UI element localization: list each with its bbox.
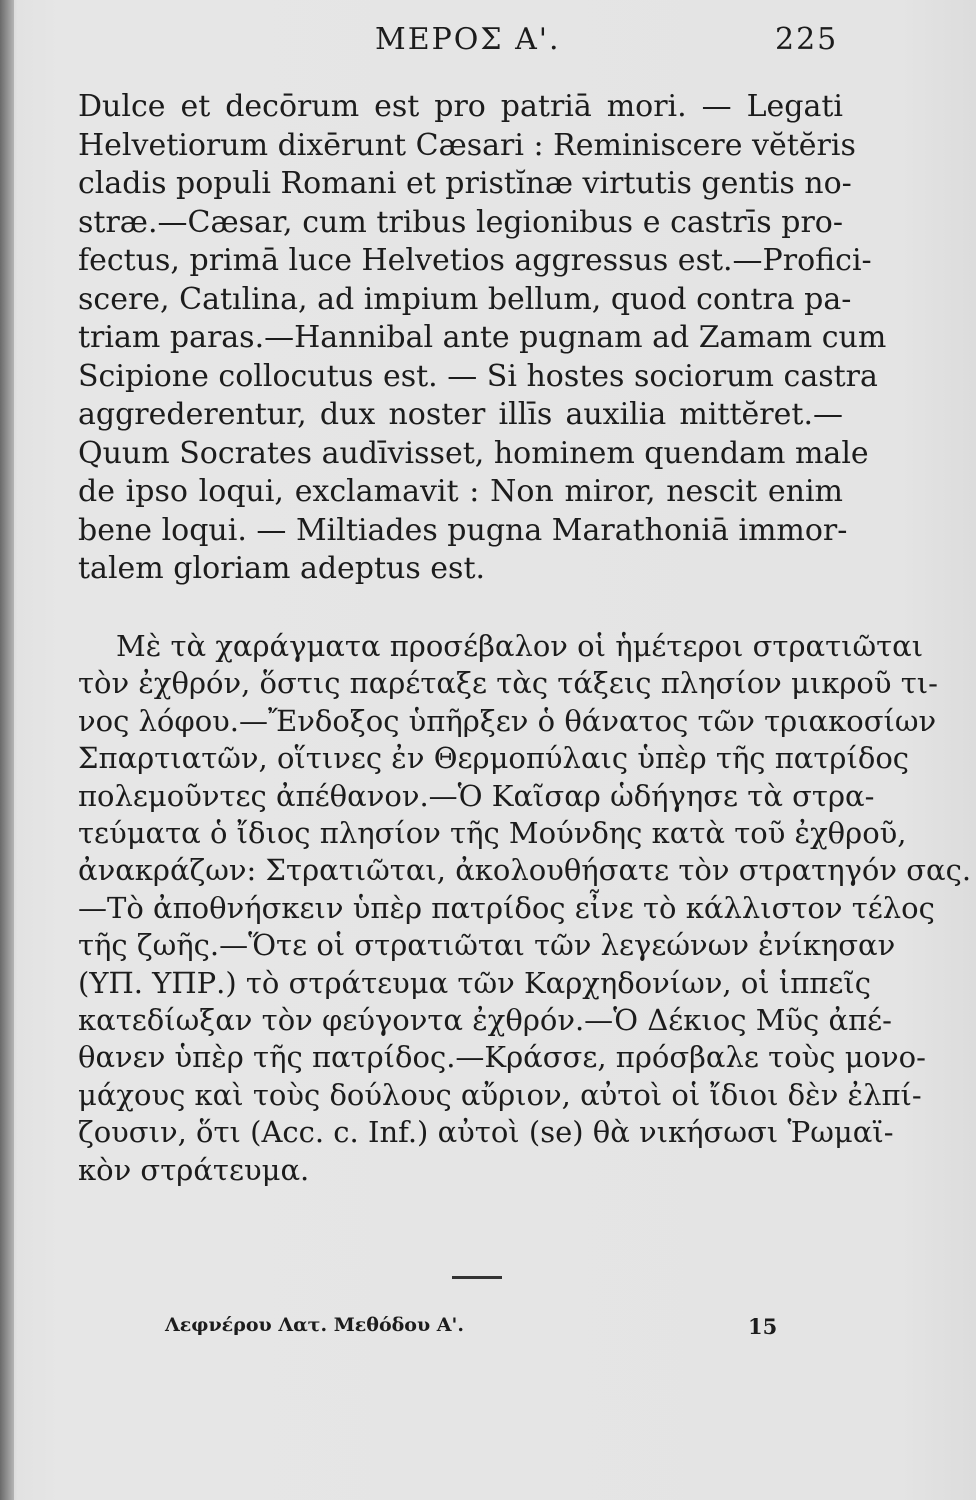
text-line: (ΥΠ. ΥΠΡ.) τὸ στράτευμα τῶν Καρχηδονίων, οἱ ἱππεῖς — [78, 965, 872, 1000]
text-line: de ipso loqui, exclamavit : Non miror, nescit enim — [78, 474, 843, 509]
text-line: bene loqui. — Miltiades pugna Marathoniā immor- — [78, 512, 848, 548]
text-line: Μὲ τὰ χαράγματα προσέβαλον οἱ ἡμέτεροι στρατιῶται — [116, 629, 924, 663]
text-line: triam paras.—Hannibal ante pugnam ad Zamam cum — [78, 320, 887, 355]
footer-book-title: Λεφνέρου Λατ. Μεθόδου Α'. — [165, 1314, 464, 1336]
text-line: —Τὸ ἀποθνήσκειν ὑπὲρ πατρίδος εἶνε τὸ κάλλιστον τέλος — [78, 890, 935, 925]
text-line: τὸν ἐχθρόν, ὅστις παρέταξε τὰς τάξεις πλησίον μικροῦ τι- — [78, 666, 938, 701]
text-line: Quum Socrates audīvisset, hominem quendam male — [78, 435, 869, 471]
text-line: τῆς ζωῆς.—Ὅτε οἱ στρατιῶται τῶν λεγεώνων ἐνίκησαν — [78, 928, 896, 963]
text-line: Scipione collocutus est. — Si hostes sociorum castra — [78, 358, 878, 394]
text-line: Σπαρτιατῶν, οἵτινες ἐν Θερμοπύλαις ὑπὲρ τῆς πατρίδος — [78, 741, 910, 776]
text-line: ζουσιν, ὅτι (Acc. c. Inf.) αὐτοὶ (se) θὰ νικήσωσι Ῥωμαϊ- — [78, 1115, 894, 1150]
text-line: νος λόφου.—Ἔνδοξος ὑπῆρξεν ὁ θάνατος τῶν τριακοσίων — [78, 703, 937, 738]
text-line: scere, Catılina, ad impium bellum, quod contra pa- — [78, 281, 852, 317]
footer-rule — [452, 1276, 502, 1279]
text-line: talem gloriam adeptus est. — [78, 551, 486, 586]
text-line: μάχους καὶ τοὺς δούλους αὔριον, αὐτοὶ οἱ ἴδιοι δὲν ἐλπί- — [78, 1077, 922, 1112]
signature-mark: 15 — [748, 1314, 778, 1339]
running-head — [0, 22, 976, 62]
latin-paragraph — [78, 88, 887, 589]
text-line: θανεν ὑπὲρ τῆς πατρίδος.—Κράσσε, πρόσβαλε τοὺς μονο- — [78, 1040, 926, 1075]
greek-paragraph — [78, 628, 972, 1189]
text-line: ἀνακράζων: Στρατιῶται, ἀκολουθήσατε τὸν στρατηγόν σας. — [78, 853, 972, 888]
text-line: aggrederentur, dux noster illīs auxilia mittĕret.— — [78, 397, 843, 432]
text-line: κατεδίωξαν τὸν φεύγοντα ἐχθρόν.—Ὁ Δέκιος Μῦς ἀπέ- — [78, 1003, 892, 1038]
text-line: Dulce et decōrum est pro patriā mori. — Legati — [78, 89, 843, 124]
text-line: fectus, primā luce Helvetios aggressus est.—Profici- — [78, 243, 872, 278]
page-number: 225 — [775, 22, 839, 57]
text-line: stræ.—Cæsar, cum tribus legionibus e castrīs pro- — [78, 204, 843, 240]
text-line: πολεμοῦντες ἀπέθανον.—Ὁ Καῖσαρ ὡδήγησε τὰ στρα- — [78, 778, 875, 813]
text-line: τεύματα ὁ ἴδιος πλησίον τῆς Μούνδης κατὰ τοῦ ἐχθροῦ, — [78, 816, 907, 851]
page-spine-shadow — [0, 0, 14, 1500]
text-line: κὸν στράτευμα. — [78, 1152, 310, 1187]
text-line: cladis populi Romani et pristĭnæ virtutis gentis no- — [78, 166, 852, 201]
text-line: Helvetiorum dixērunt Cæsari : Reminiscere vĕtĕris — [78, 127, 856, 163]
running-head-title: ΜΕΡΟΣ Α'. — [375, 22, 561, 57]
page-footer — [0, 1314, 976, 1344]
